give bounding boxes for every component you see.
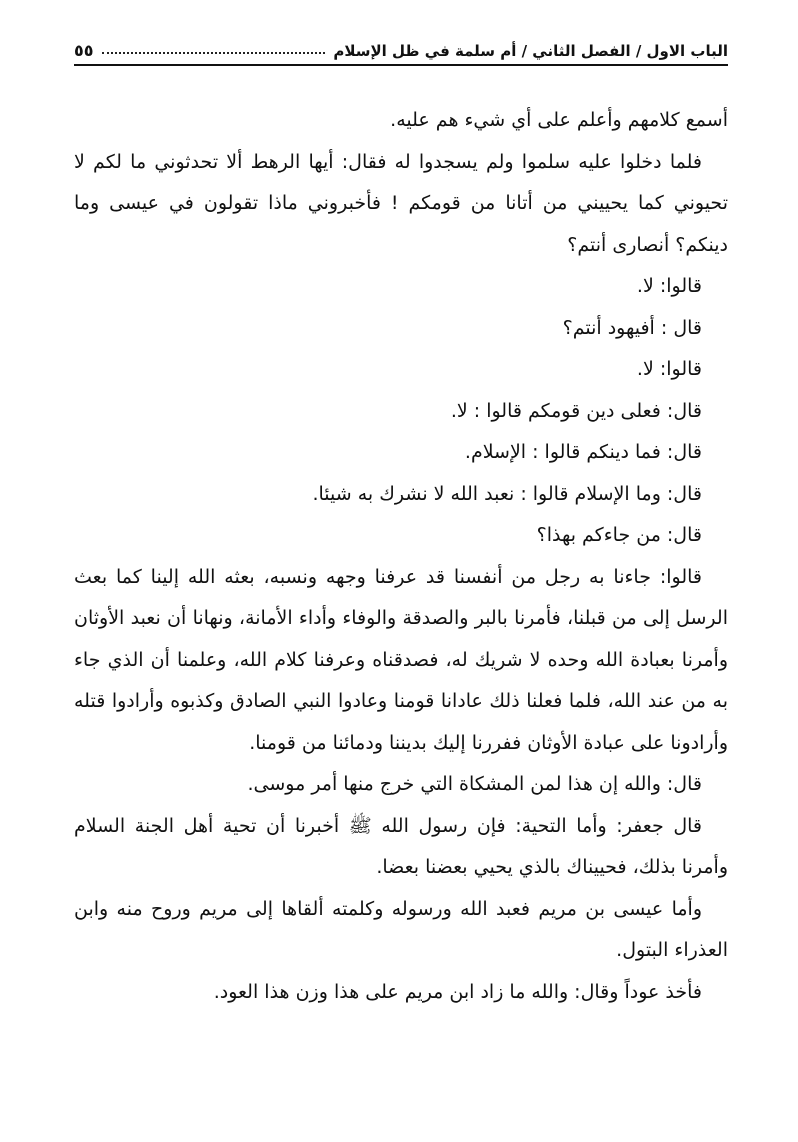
paragraph: قال: والله إن هذا لمن المشكاة التي خرج منها أمر موسى. (247, 773, 702, 795)
paragraph: قال: وما الإسلام قالوا : نعبد الله لا نشرك به شيئا. (312, 482, 702, 505)
chapter-title: الباب الاول / الفصل الثاني / أم سلمة في ظل الإسلام (333, 42, 728, 60)
paragraph: فلما دخلوا عليه سلموا ولم يسجدوا له فقال: أيها الرهط ألا تحدثوني ما لكم لا تحيوني كما يحييني من أتانا من قومكم ! فأخبروني ماذا تقولون في عيسى وما دينكم؟ أنصارى أنتم؟ (74, 150, 728, 256)
page-number: ٥٥ (74, 41, 94, 60)
paragraph: أسمع كلامهم وأعلم على أي شيء هم عليه. (390, 109, 728, 131)
header-rule (74, 64, 728, 66)
paragraph: وأما عيسى بن مريم فعبد الله ورسوله وكلمته ألقاها إلى مريم وروح منه وابن العذراء البتول. (74, 897, 728, 961)
running-header (74, 32, 728, 60)
paragraph: قالوا: لا. (636, 358, 702, 380)
page-body (74, 100, 728, 1013)
paragraph: فأخذ عوداً وقال: والله ما زاد ابن مريم على هذا وزن هذا العود. (213, 980, 702, 1003)
header-dot-leader (102, 51, 326, 54)
paragraph: قالوا: جاءنا به رجل من أنفسنا قد عرفنا وجهه ونسبه، بعثه الله إلينا كما بعث الرسل إلى من قبلنا، فأمرنا بالبر والصدقة والوفاء وأداء الأمانة، ونهانا أن نعبد الأوثان وأمرنا بعبادة الله وحده لا شريك له، فصدقناه وعرفنا كلام الله، وعلمنا أن الذي جاء به من عند الله، فلما فعلنا ذلك عادانا قومنا وعادوا النبي الصادق وكذبوه وأرادوا قتله وأرادونا على عبادة الأوثان ففررنا إليك بديننا ودمائنا من قومنا. (74, 565, 728, 754)
paragraph: قال : أفيهود أنتم؟ (562, 316, 702, 339)
paragraph: قال جعفر: وأما التحية: فإن رسول الله ﷺ أخبرنا أن تحية أهل الجنة السلام وأمرنا بذلك، فحييناك بالذي يحيي بعضنا بعضا. (74, 814, 728, 878)
paragraph: قال: فما دينكم قالوا : الإسلام. (464, 441, 702, 463)
paragraph: قال: فعلى دين قومكم قالوا : لا. (450, 399, 702, 422)
paragraph: قال: من جاءكم بهذا؟ (536, 524, 702, 546)
paragraph: قالوا: لا. (636, 275, 702, 297)
